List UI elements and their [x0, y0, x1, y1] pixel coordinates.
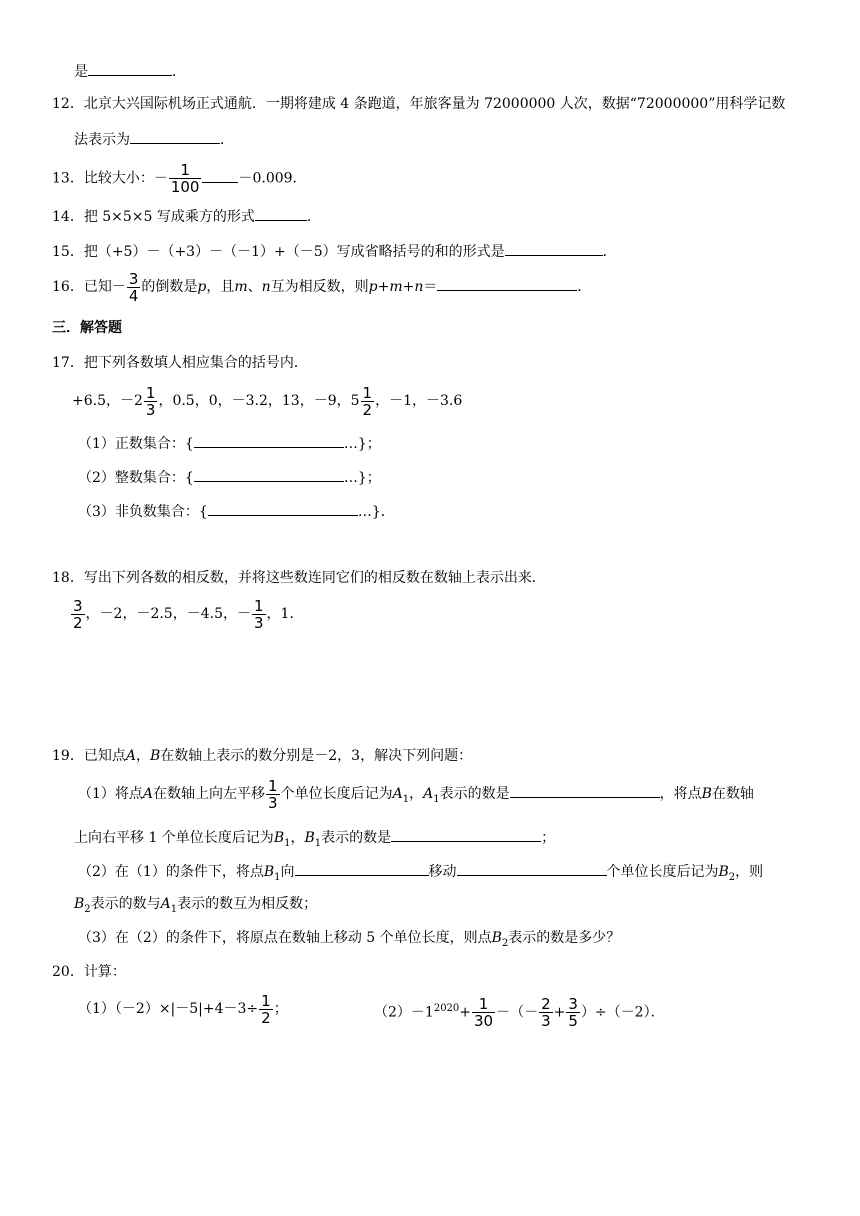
- q12-answer-blank[interactable]: [130, 128, 220, 144]
- q18-fraction-2: $\frac{1}{3}$: [253, 596, 264, 632]
- q17-nonnegative-blank[interactable]: [208, 500, 358, 516]
- q13-answer-blank[interactable]: [202, 167, 238, 183]
- q20-fraction-3: $\frac{2}{3}$: [541, 995, 551, 1031]
- q14-answer-blank[interactable]: [255, 205, 307, 221]
- q19-part2-line2: $B_2$表示的数与$A_1$表示的数互为相反数；: [74, 896, 318, 915]
- q20-fraction-2: $\frac{1}{30}$: [474, 995, 494, 1031]
- q19-part1-line2: 上向右平移 1 个单位长度后记为$B_1$，$B_1$表示的数是 ；: [74, 826, 555, 854]
- q19-part2-line1: （2）在（1）的条件下，将点$B_1$向 移动 个单位长度后记为$B_2$，则: [78, 860, 763, 888]
- q16-answer-blank[interactable]: [437, 275, 577, 291]
- q20-part1: （1）（－2）×|－5|+4－3÷ $\frac{1}{2}$ ；: [78, 991, 288, 1027]
- q17-item-integer: （2）整数集合：{ …}；: [78, 466, 381, 488]
- q17-fraction-1: $\frac{1}{3}$: [145, 383, 156, 419]
- q19-title: 19．已知点A，B在数轴上表示的数分别是－2，3，解决下列问题：: [52, 748, 473, 764]
- q11-answer-blank[interactable]: [88, 60, 172, 76]
- q19-direction-blank[interactable]: [295, 860, 429, 876]
- q20-fraction-4: $\frac{3}{5}$: [568, 995, 578, 1031]
- q18-title: 18．写出下列各数的相反数，并将这些数连同它们的相反数在数轴上表示出来．: [52, 570, 546, 586]
- section-title: 三．解答题: [52, 320, 122, 336]
- q20-title: 20．计算：: [52, 964, 126, 980]
- q17-positive-blank[interactable]: [194, 432, 344, 448]
- q19-b1-blank[interactable]: [391, 826, 541, 842]
- q17-fraction-2: $\frac{1}{2}$: [362, 383, 373, 419]
- q11-tail: 是 ．: [74, 60, 186, 82]
- q17-item-positive: （1）正数集合：{ …}；: [78, 432, 381, 454]
- q14: 14．把 5×5×5 写成乘方的形式 ．: [52, 205, 321, 227]
- q16: 16．已知－ $\frac{3}{4}$ 的倒数是p，且m、n互为相反数，则p+m+n＝ ．: [52, 269, 592, 305]
- q17-numbers: +6.5，－2 $\frac{1}{3}$ ，0.5，0，－3.2，13，－9，5 $\frac{1}{2}$ ，－1，－3.6: [72, 383, 463, 419]
- q17-item-nonnegative: （3）非负数集合：{ …}．: [78, 500, 395, 522]
- q19-fraction: $\frac{1}{3}$: [268, 776, 278, 812]
- q15: 15．把（+5）－（+3）－（－1）+（－5）写成省略括号的和的形式是 ．: [52, 240, 617, 262]
- q15-answer-blank[interactable]: [505, 240, 603, 256]
- q19-distance-blank[interactable]: [457, 860, 607, 876]
- q19-a1-blank[interactable]: [510, 782, 660, 798]
- q17-title: 17．把下列各数填人相应集合的括号内．: [52, 355, 308, 371]
- q19-part1-line1: （1）将点A在数轴上向左平移 $\frac{1}{3}$ 个单位长度后记为$A_1$，$A_1$表示的数是 ，将点B在数轴: [78, 776, 754, 812]
- q17-integer-blank[interactable]: [194, 466, 344, 482]
- q18-fraction-1: $\frac{3}{2}$: [73, 596, 83, 632]
- q13-fraction: $\frac{1}{100}$: [170, 161, 200, 196]
- q18-numbers: $\frac{3}{2}$ ，－2，－2.5，－4.5，－ $\frac{1}{3}$ ，1．: [73, 596, 304, 632]
- q19-part3: （3）在（2）的条件下，将原点在数轴上移动 5 个单位长度，则点$B_2$表示的数是多少？: [78, 930, 621, 949]
- q20-fraction-1: $\frac{1}{2}$: [261, 991, 271, 1027]
- q16-fraction: $\frac{3}{4}$: [128, 269, 139, 305]
- q12-line2: 法表示为 ．: [74, 128, 234, 150]
- q20-part2: $(2)-1^{2020}+$ $\frac{1}{30}$ －（－ $\frac{2}{3}$ + $\frac{3}{5}$ ）÷（－2）．: [374, 995, 665, 1031]
- q13: 13．比较大小：－ $\frac{1}{100}$ －0.009．: [52, 161, 307, 196]
- q12-line1: 12．北京大兴国际机场正式通航．一期将建成 4 条跑道，年旅客量为 72000000 人次，数据“72000000”用科学记数: [52, 96, 786, 112]
